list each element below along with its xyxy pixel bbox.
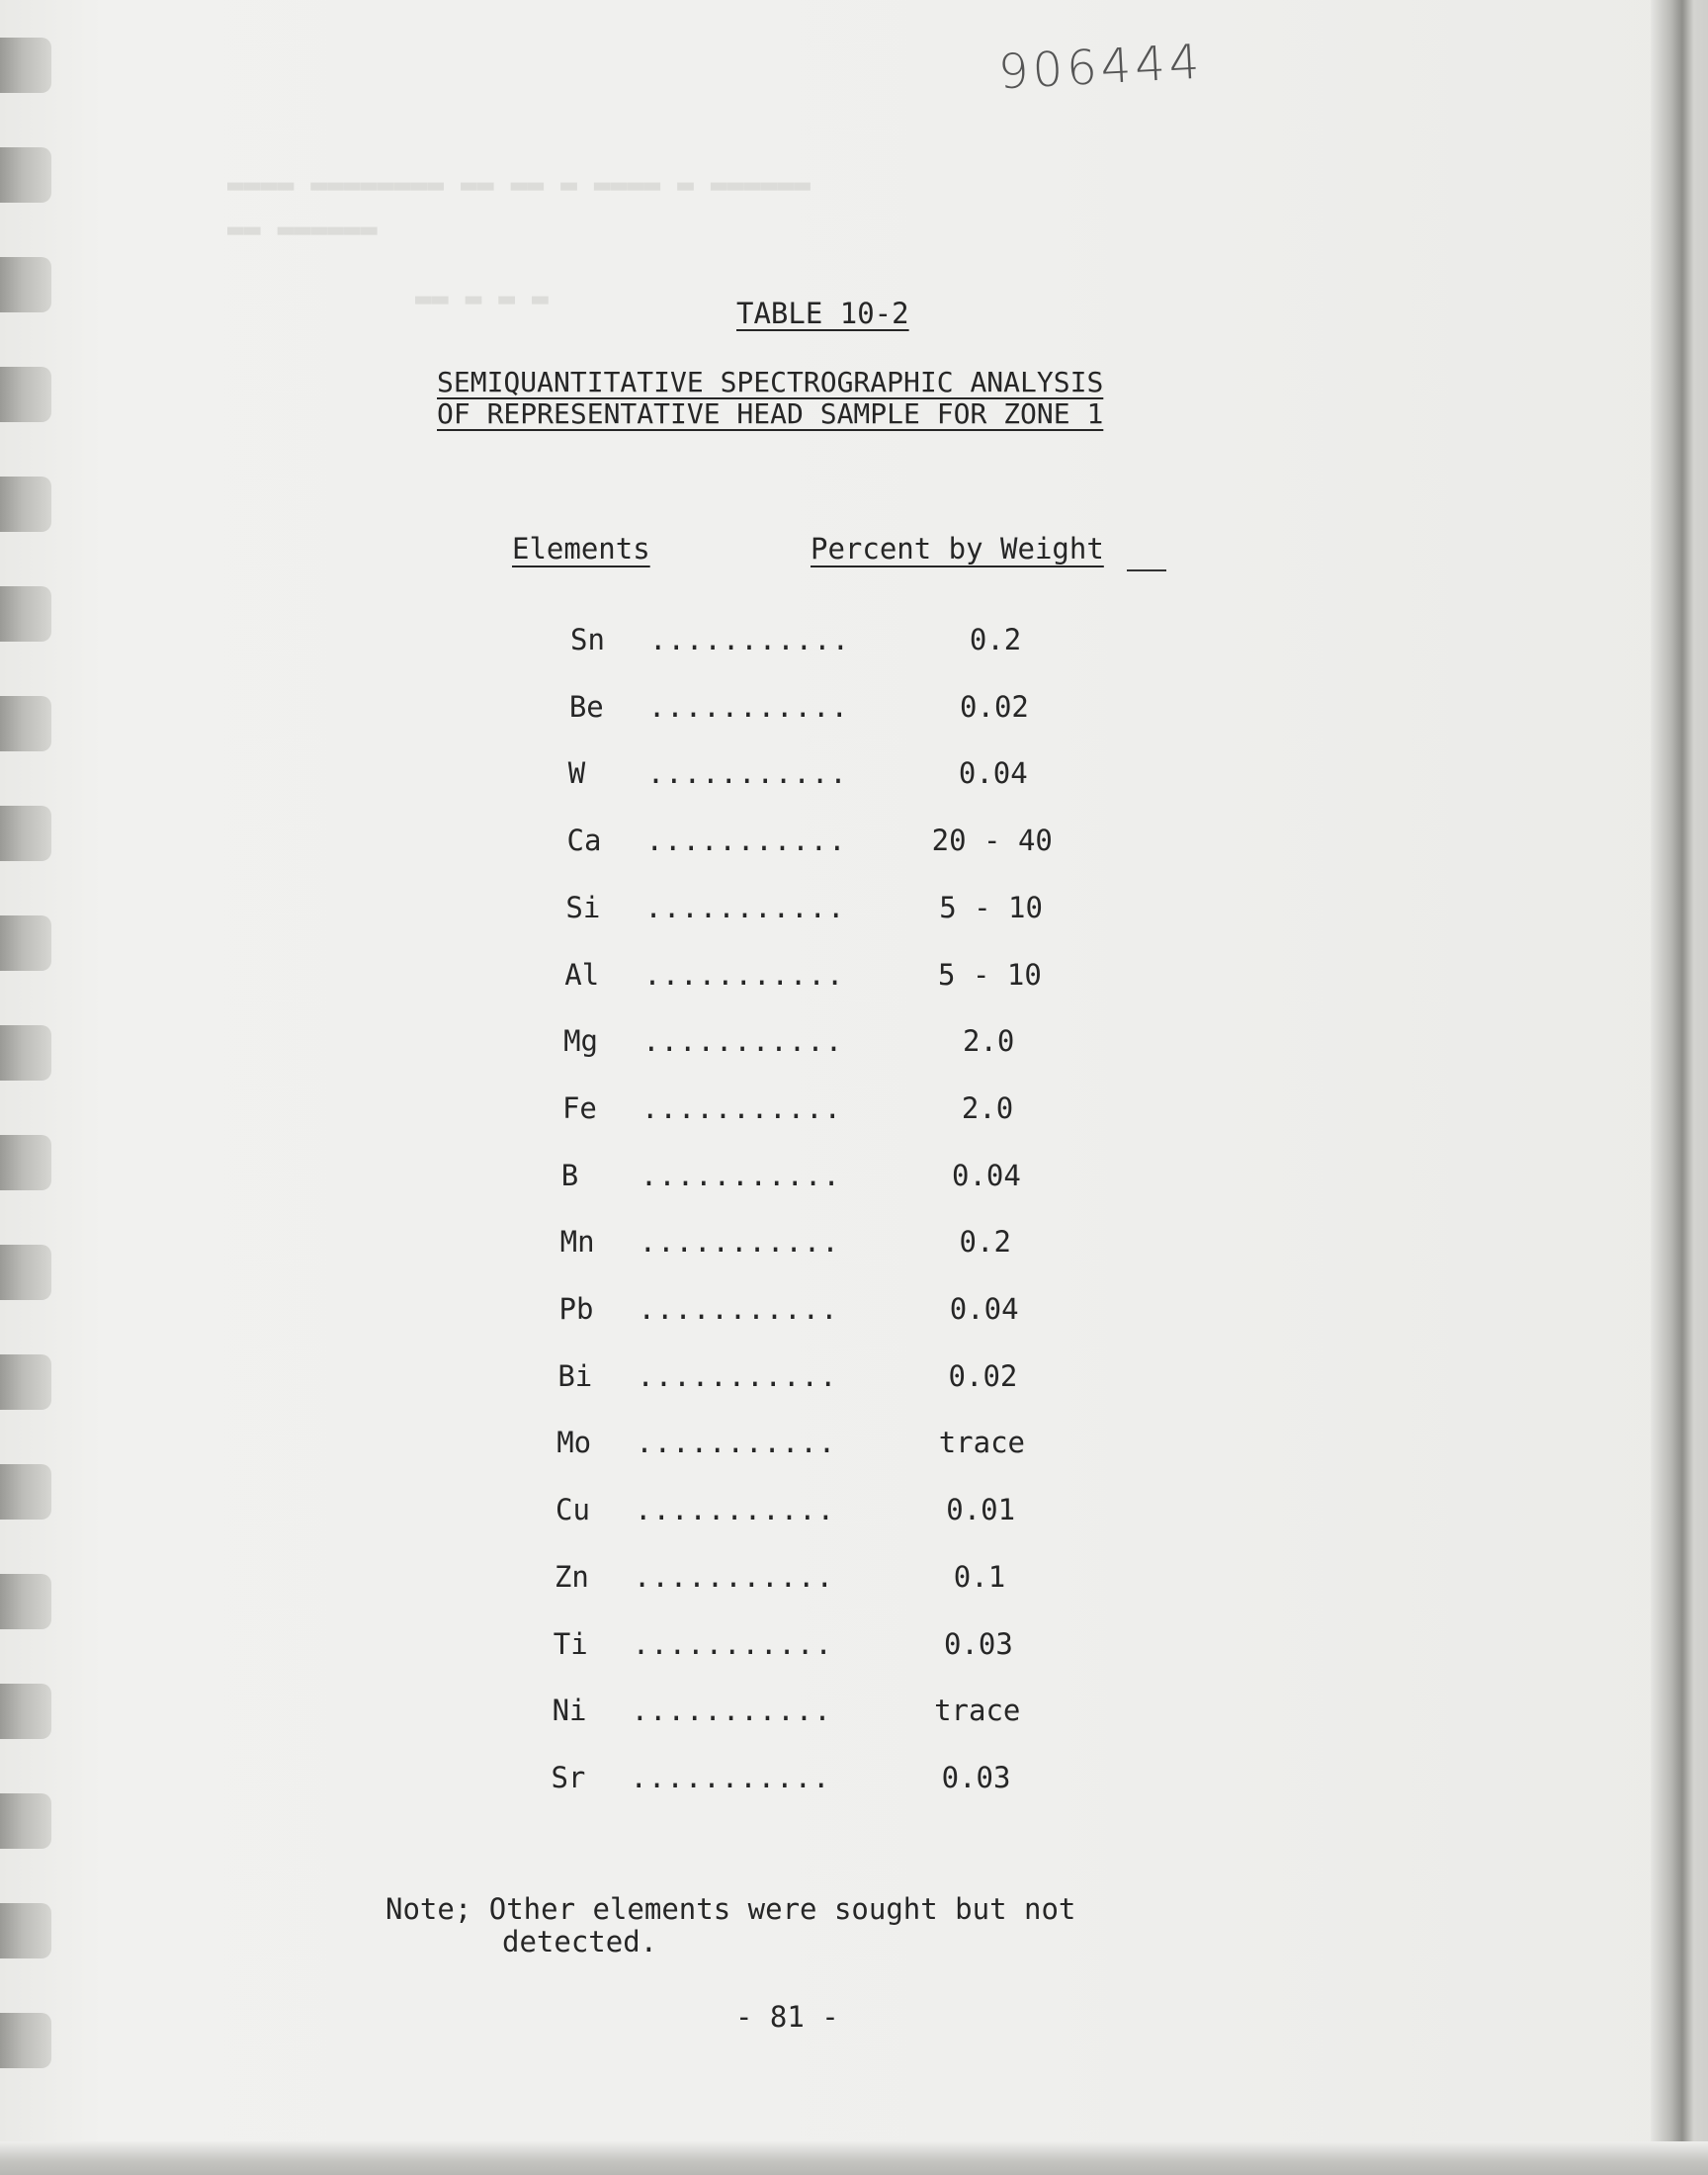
table-subtitle-line2: OF REPRESENTATIVE HEAD SAMPLE FOR ZONE 1 — [437, 397, 1104, 430]
note-line-2: detected. — [502, 1925, 658, 1958]
table-row — [553, 1694, 1067, 1743]
binding-hole — [0, 696, 51, 751]
percent-value: 0.03 — [943, 1626, 1013, 1661]
percent-value: 0.01 — [946, 1493, 1016, 1527]
element-symbol: Zn — [554, 1559, 589, 1594]
leader-dots: ........... — [642, 1024, 844, 1059]
document-stamp-number: 906444 — [996, 34, 1205, 101]
binding-hole — [0, 1245, 51, 1300]
leader-dots: ........... — [639, 1225, 840, 1260]
table-row — [570, 623, 1084, 672]
leader-dots: ........... — [646, 756, 848, 791]
table-subtitle-line1: SEMIQUANTITATIVE SPECTROGRAPHIC ANALYSIS — [437, 366, 1104, 398]
table-row — [560, 1225, 1074, 1274]
leader-dots: ........... — [640, 1158, 841, 1192]
leader-dots: ........... — [643, 957, 845, 992]
element-symbol: Al — [564, 957, 600, 992]
table-row — [551, 1761, 1065, 1810]
binding-hole — [0, 1903, 51, 1958]
percent-value: 0.04 — [958, 756, 1028, 791]
table-row — [565, 891, 1079, 940]
leader-dots: ........... — [645, 824, 847, 858]
binding-hole — [0, 915, 51, 971]
table-row — [555, 1560, 1068, 1610]
element-symbol: Fe — [561, 1090, 597, 1125]
binding-hole — [0, 367, 51, 422]
element-symbol: B — [560, 1158, 579, 1192]
binding-hole — [0, 1354, 51, 1410]
element-symbol: Sn — [570, 623, 605, 656]
element-symbol: Ti — [553, 1626, 588, 1661]
binding-hole — [0, 2013, 51, 2068]
binding-hole — [0, 1135, 51, 1190]
element-symbol: Si — [565, 890, 601, 924]
table-row — [561, 1159, 1075, 1208]
table-row — [555, 1493, 1069, 1542]
bleed-through-text: ▬▬ ▬ ▬ ▬ — [415, 282, 549, 314]
percent-value: 0.1 — [953, 1559, 1006, 1594]
bleed-through-text: ▬▬▬▬ ▬▬▬▬▬▬▬▬ ▬▬ ▬▬ ▬ ▬▬▬▬ ▬ ▬▬▬▬▬▬ — [227, 168, 811, 201]
element-symbol: Be — [568, 689, 604, 724]
percent-value: 5 - 10 — [939, 890, 1043, 924]
leader-dots: ........... — [632, 1626, 833, 1661]
element-symbol: Sr — [551, 1760, 586, 1794]
leader-dots: ........... — [633, 1559, 834, 1594]
percent-value: 0.2 — [969, 623, 1022, 656]
leader-dots: ........... — [636, 1426, 837, 1460]
percent-value: 2.0 — [962, 1024, 1015, 1059]
bleed-through-text: ▬▬ ▬▬▬▬▬▬ — [227, 213, 378, 245]
percent-value: 0.02 — [948, 1358, 1018, 1393]
table-row — [563, 1024, 1077, 1074]
table-title: TABLE 10-2 — [736, 297, 909, 330]
table-row — [562, 1091, 1076, 1141]
binding-hole — [0, 586, 51, 642]
page-edge-shadow — [1651, 0, 1708, 2175]
leader-dots: ........... — [647, 689, 849, 724]
element-symbol: Bi — [557, 1358, 593, 1393]
element-symbol: Cu — [555, 1493, 590, 1527]
note-line-1: Note; Other elements were sought but not — [385, 1892, 1076, 1926]
binding-hole — [0, 1025, 51, 1081]
element-symbol: Mg — [563, 1024, 599, 1059]
table-row — [557, 1359, 1071, 1409]
leader-dots: ........... — [637, 1358, 838, 1393]
leader-dots: ........... — [630, 1760, 831, 1794]
page-bottom-edge — [0, 2141, 1708, 2175]
binding-hole — [0, 38, 51, 93]
percent-value: 0.04 — [949, 1292, 1019, 1326]
leader-dots: ........... — [644, 890, 846, 924]
binding-hole — [0, 477, 51, 532]
leader-dots: ........... — [649, 623, 851, 656]
percent-value: 5 - 10 — [938, 957, 1042, 992]
table-note — [385, 1893, 1075, 1958]
element-symbol: W — [567, 756, 586, 791]
column-header-percent-by-weight: Percent by Weight — [811, 532, 1104, 566]
binding-hole — [0, 1574, 51, 1629]
element-symbol: Mo — [556, 1426, 592, 1460]
leader-dots: ........... — [631, 1694, 832, 1728]
leader-dots: ........... — [638, 1292, 839, 1326]
binding-hole — [0, 1793, 51, 1849]
leader-dots: ........... — [640, 1090, 842, 1125]
element-symbol: Ni — [552, 1694, 587, 1728]
element-symbol: Mn — [559, 1225, 595, 1260]
column-header-elements: Elements — [512, 532, 650, 566]
table-row — [559, 1292, 1073, 1342]
binding-hole — [0, 1684, 51, 1739]
percent-value: 0.04 — [951, 1158, 1021, 1192]
leader-dots: ........... — [635, 1493, 836, 1527]
table-row — [568, 756, 1082, 806]
table-row — [567, 824, 1081, 873]
element-symbol: Ca — [566, 824, 602, 858]
percent-value: 0.2 — [959, 1225, 1011, 1260]
table-row — [564, 958, 1078, 1007]
percent-value: trace — [934, 1694, 1021, 1728]
binding-hole — [0, 1464, 51, 1520]
page-number: - 81 - — [735, 2000, 839, 2034]
binding-hole — [0, 257, 51, 312]
percent-value: trace — [938, 1426, 1025, 1460]
binding-hole — [0, 147, 51, 203]
percent-value: 0.03 — [941, 1760, 1011, 1794]
binding-hole — [0, 806, 51, 861]
table-row — [569, 690, 1083, 740]
percent-value: 2.0 — [961, 1090, 1014, 1125]
table-row — [556, 1426, 1070, 1475]
element-symbol: Pb — [558, 1292, 594, 1326]
percent-value: 20 - 40 — [931, 824, 1053, 858]
header-underline-extension — [1127, 569, 1166, 571]
table-row — [554, 1627, 1068, 1677]
percent-value: 0.02 — [960, 689, 1029, 724]
